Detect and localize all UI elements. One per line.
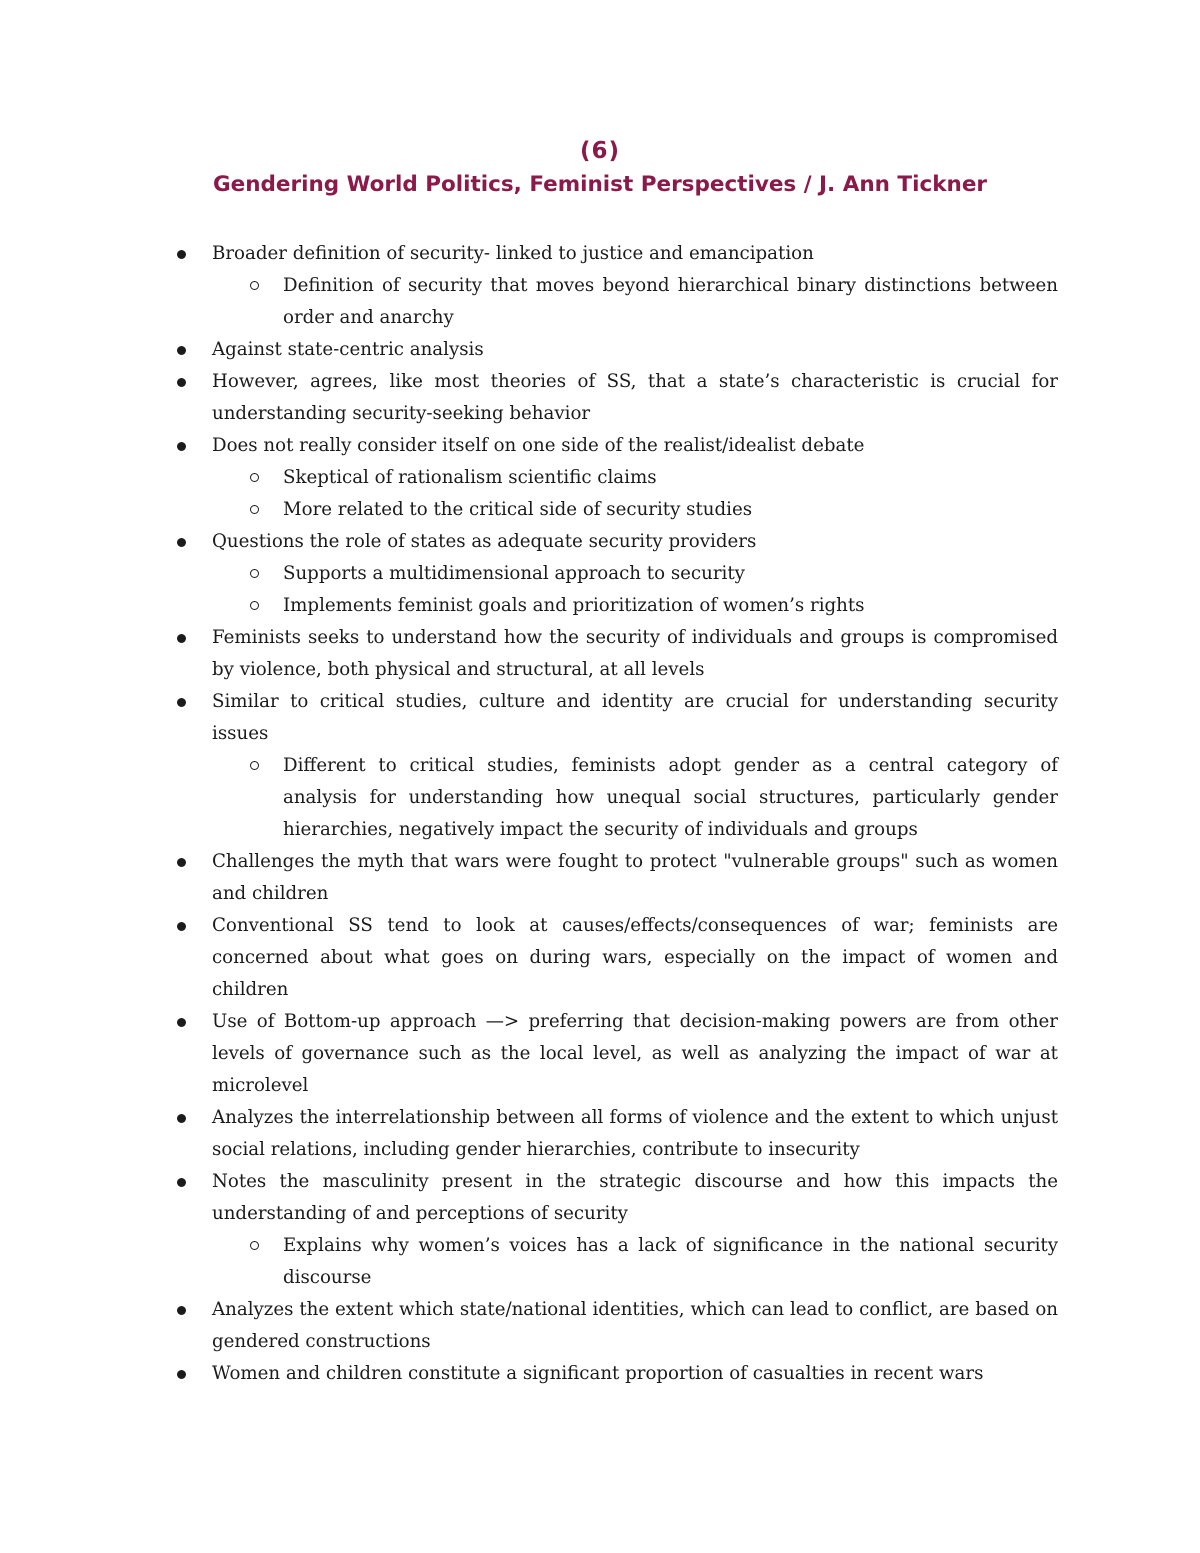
bullet-list — [0, 238, 1200, 1390]
filled-bullet-icon — [177, 346, 186, 355]
filled-bullet-icon — [177, 698, 186, 707]
filled-bullet-icon — [177, 1306, 186, 1315]
list-item — [212, 1358, 1058, 1390]
list-item-text: Against state-centric analysis — [212, 339, 484, 360]
list-item — [212, 526, 1058, 558]
list-item-text: Explains why women’s voices has a lack of significance in the national security discourse — [283, 1235, 1058, 1288]
filled-bullet-icon — [177, 378, 186, 387]
list-item-text: Different to critical studies, feminists adopt gender as a central category of analysis for understanding how unequal social structures, particularly gender hierarchies, negatively impact the security of individuals and groups — [283, 755, 1058, 840]
filled-bullet-icon — [177, 1370, 186, 1379]
list-item-text: Conventional SS tend to look at causes/effects/consequences of war; feminists are concerned about what goes on during wars, especially on the impact of women and children — [212, 915, 1058, 1000]
hollow-bullet-icon — [250, 473, 259, 482]
list-item-text: Definition of security that moves beyond hierarchical binary distinctions between order and anarchy — [283, 275, 1058, 328]
list-item — [212, 238, 1058, 270]
list-item-text: Questions the role of states as adequate security providers — [212, 531, 757, 552]
list-item — [283, 462, 1058, 494]
list-item — [212, 910, 1058, 1006]
filled-bullet-icon — [177, 250, 186, 259]
list-item-text: Analyzes the interrelationship between all forms of violence and the extent to which unjust social relations, including gender hierarchies, contribute to insecurity — [212, 1107, 1058, 1160]
hollow-bullet-icon — [250, 569, 259, 578]
list-item — [212, 366, 1058, 430]
list-item-text: Skeptical of rationalism scientific claims — [283, 467, 657, 488]
list-item-text: Broader definition of security- linked to justice and emancipation — [212, 243, 814, 264]
list-item-text: More related to the critical side of security studies — [283, 499, 753, 520]
list-item — [283, 590, 1058, 622]
filled-bullet-icon — [177, 1018, 186, 1027]
list-item — [283, 270, 1058, 334]
list-item-text: Similar to critical studies, culture and identity are crucial for understanding security issues — [212, 691, 1058, 744]
list-item-text: Analyzes the extent which state/national identities, which can lead to conflict, are based on gendered constructions — [212, 1299, 1058, 1352]
list-item-text: Does not really consider itself on one side of the realist/idealist debate — [212, 435, 865, 456]
list-item — [212, 622, 1058, 686]
filled-bullet-icon — [177, 858, 186, 867]
list-item — [212, 1294, 1058, 1358]
list-item-text: Feminists seeks to understand how the security of individuals and groups is compromised by violence, both physical and structural, at all levels — [212, 627, 1058, 680]
filled-bullet-icon — [177, 442, 186, 451]
hollow-bullet-icon — [250, 505, 259, 514]
document-title: Gendering World Politics, Feminist Perspectives / J. Ann Tickner — [212, 172, 988, 197]
filled-bullet-icon — [177, 538, 186, 547]
list-item-text: Challenges the myth that wars were fought to protect "vulnerable groups" such as women and children — [212, 851, 1058, 904]
filled-bullet-icon — [177, 634, 186, 643]
list-item — [212, 846, 1058, 910]
hollow-bullet-icon — [250, 601, 259, 610]
filled-bullet-icon — [177, 1178, 186, 1187]
list-item-text: Implements feminist goals and prioritization of women’s rights — [283, 595, 865, 616]
list-item — [283, 494, 1058, 526]
list-item-text: Notes the masculinity present in the strategic discourse and how this impacts the understanding of and perceptions of security — [212, 1171, 1058, 1224]
list-item-text: However, agrees, like most theories of SS, that a state’s characteristic is crucial for understanding security-seeking behavior — [212, 371, 1058, 424]
list-item-text: Women and children constitute a significant proportion of casualties in recent wars — [212, 1363, 984, 1384]
hollow-bullet-icon — [250, 281, 259, 290]
section-number: (6) — [579, 138, 621, 164]
list-item — [283, 1230, 1058, 1294]
list-item — [212, 334, 1058, 366]
list-item — [212, 1166, 1058, 1230]
list-item-text: Use of Bottom-up approach —> preferring that decision-making powers are from other levels of governance such as the local level, as well as analyzing the impact of war at microlevel — [212, 1011, 1058, 1096]
list-item-text: Supports a multidimensional approach to security — [283, 563, 745, 584]
hollow-bullet-icon — [250, 1241, 259, 1250]
list-item — [283, 558, 1058, 590]
hollow-bullet-icon — [250, 761, 259, 770]
list-item — [283, 750, 1058, 846]
list-item — [212, 430, 1058, 462]
filled-bullet-icon — [177, 1114, 186, 1123]
list-item — [212, 1006, 1058, 1102]
filled-bullet-icon — [177, 922, 186, 931]
list-item — [212, 1102, 1058, 1166]
list-item — [212, 686, 1058, 750]
